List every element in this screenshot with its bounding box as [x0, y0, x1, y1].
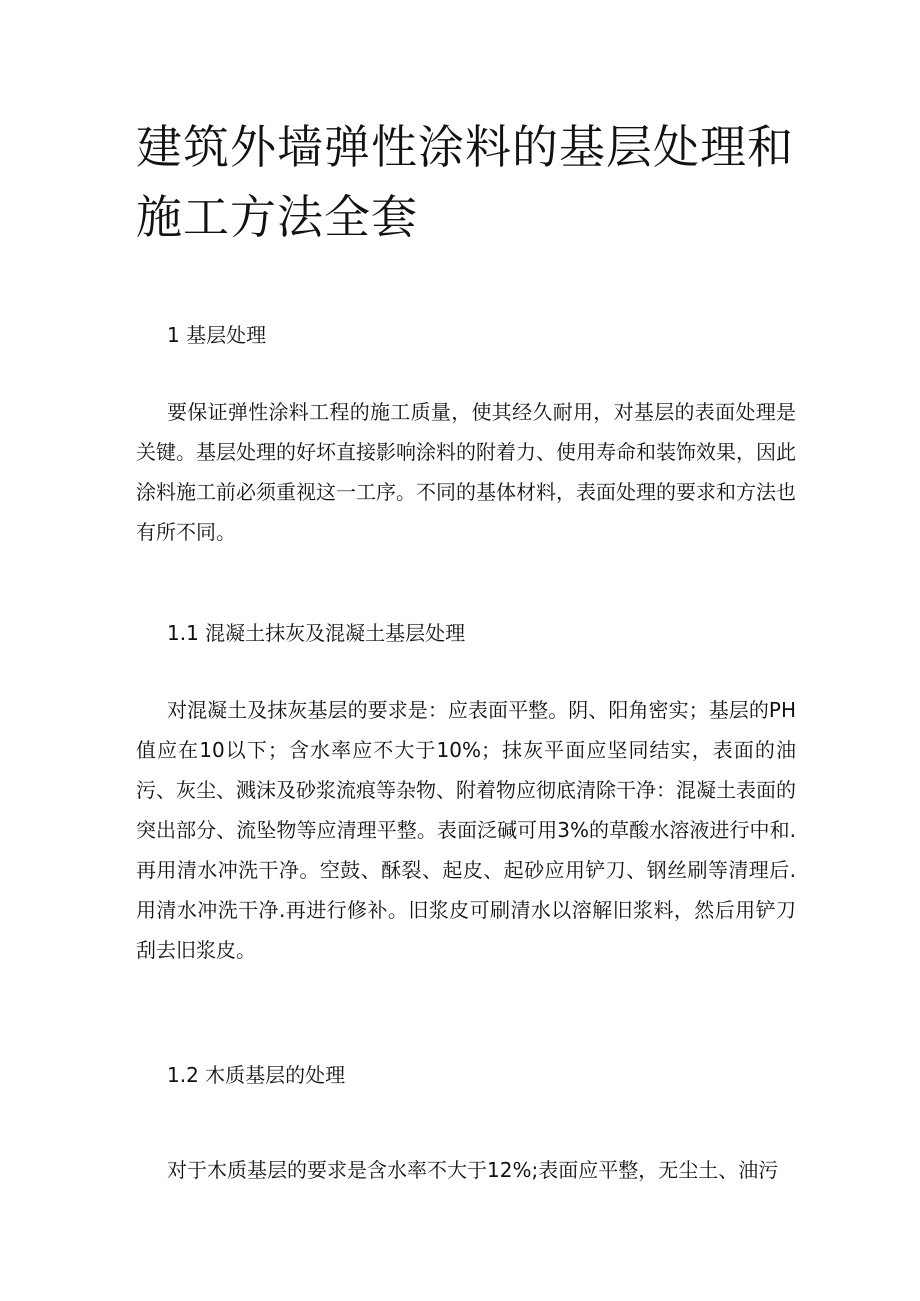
section-paragraph-base-treatment: 要保证弹性涂料工程的施工质量，使其经久耐用，对基层的表面处理是关键。基层处理的好坏直接影响涂料的附着力、使用寿命和装饰效果，因此涂料施工前必须重视这一工序。不同的基体材料，表面处理的要求和方法也有所不同。: [136, 400, 796, 544]
document-title: 建筑外墙弹性涂料的基层处理和施工方法全套: [136, 120, 794, 244]
section-paragraph-concrete-plaster: 对混凝土及抹灰基层的要求是：应表面平整。阴、阳角密实；基层的PH值应在10以下；含水率应不大于10%；抹灰平面应坚同结实，表面的油污、灰尘、溅沫及砂浆流痕等杂物、附着物应彻底清除干净：混凝土表面的突出部分、流坠物等应清理平整。表面泛碱可用3%的草酸水溶液进行中和.再用清水冲洗干净。空鼓、酥裂、起皮、起砂应用铲刀、钢丝刷等清理后.用清水冲洗干净.再进行修补。旧浆皮可刷清水以溶解旧浆料，然后用铲刀刮去旧浆皮。: [136, 698, 796, 962]
section-heading-wood-base: 1.2 木质基层的处理: [167, 1063, 346, 1087]
section-paragraph-wood-base: 对于木质基层的要求是含水率不大于12%;表面应平整，无尘土、油污: [167, 1158, 779, 1182]
section-heading-concrete-plaster: 1.1 混凝土抹灰及混凝土基层处理: [167, 621, 466, 645]
section-heading-base-treatment: 1 基层处理: [167, 323, 267, 347]
